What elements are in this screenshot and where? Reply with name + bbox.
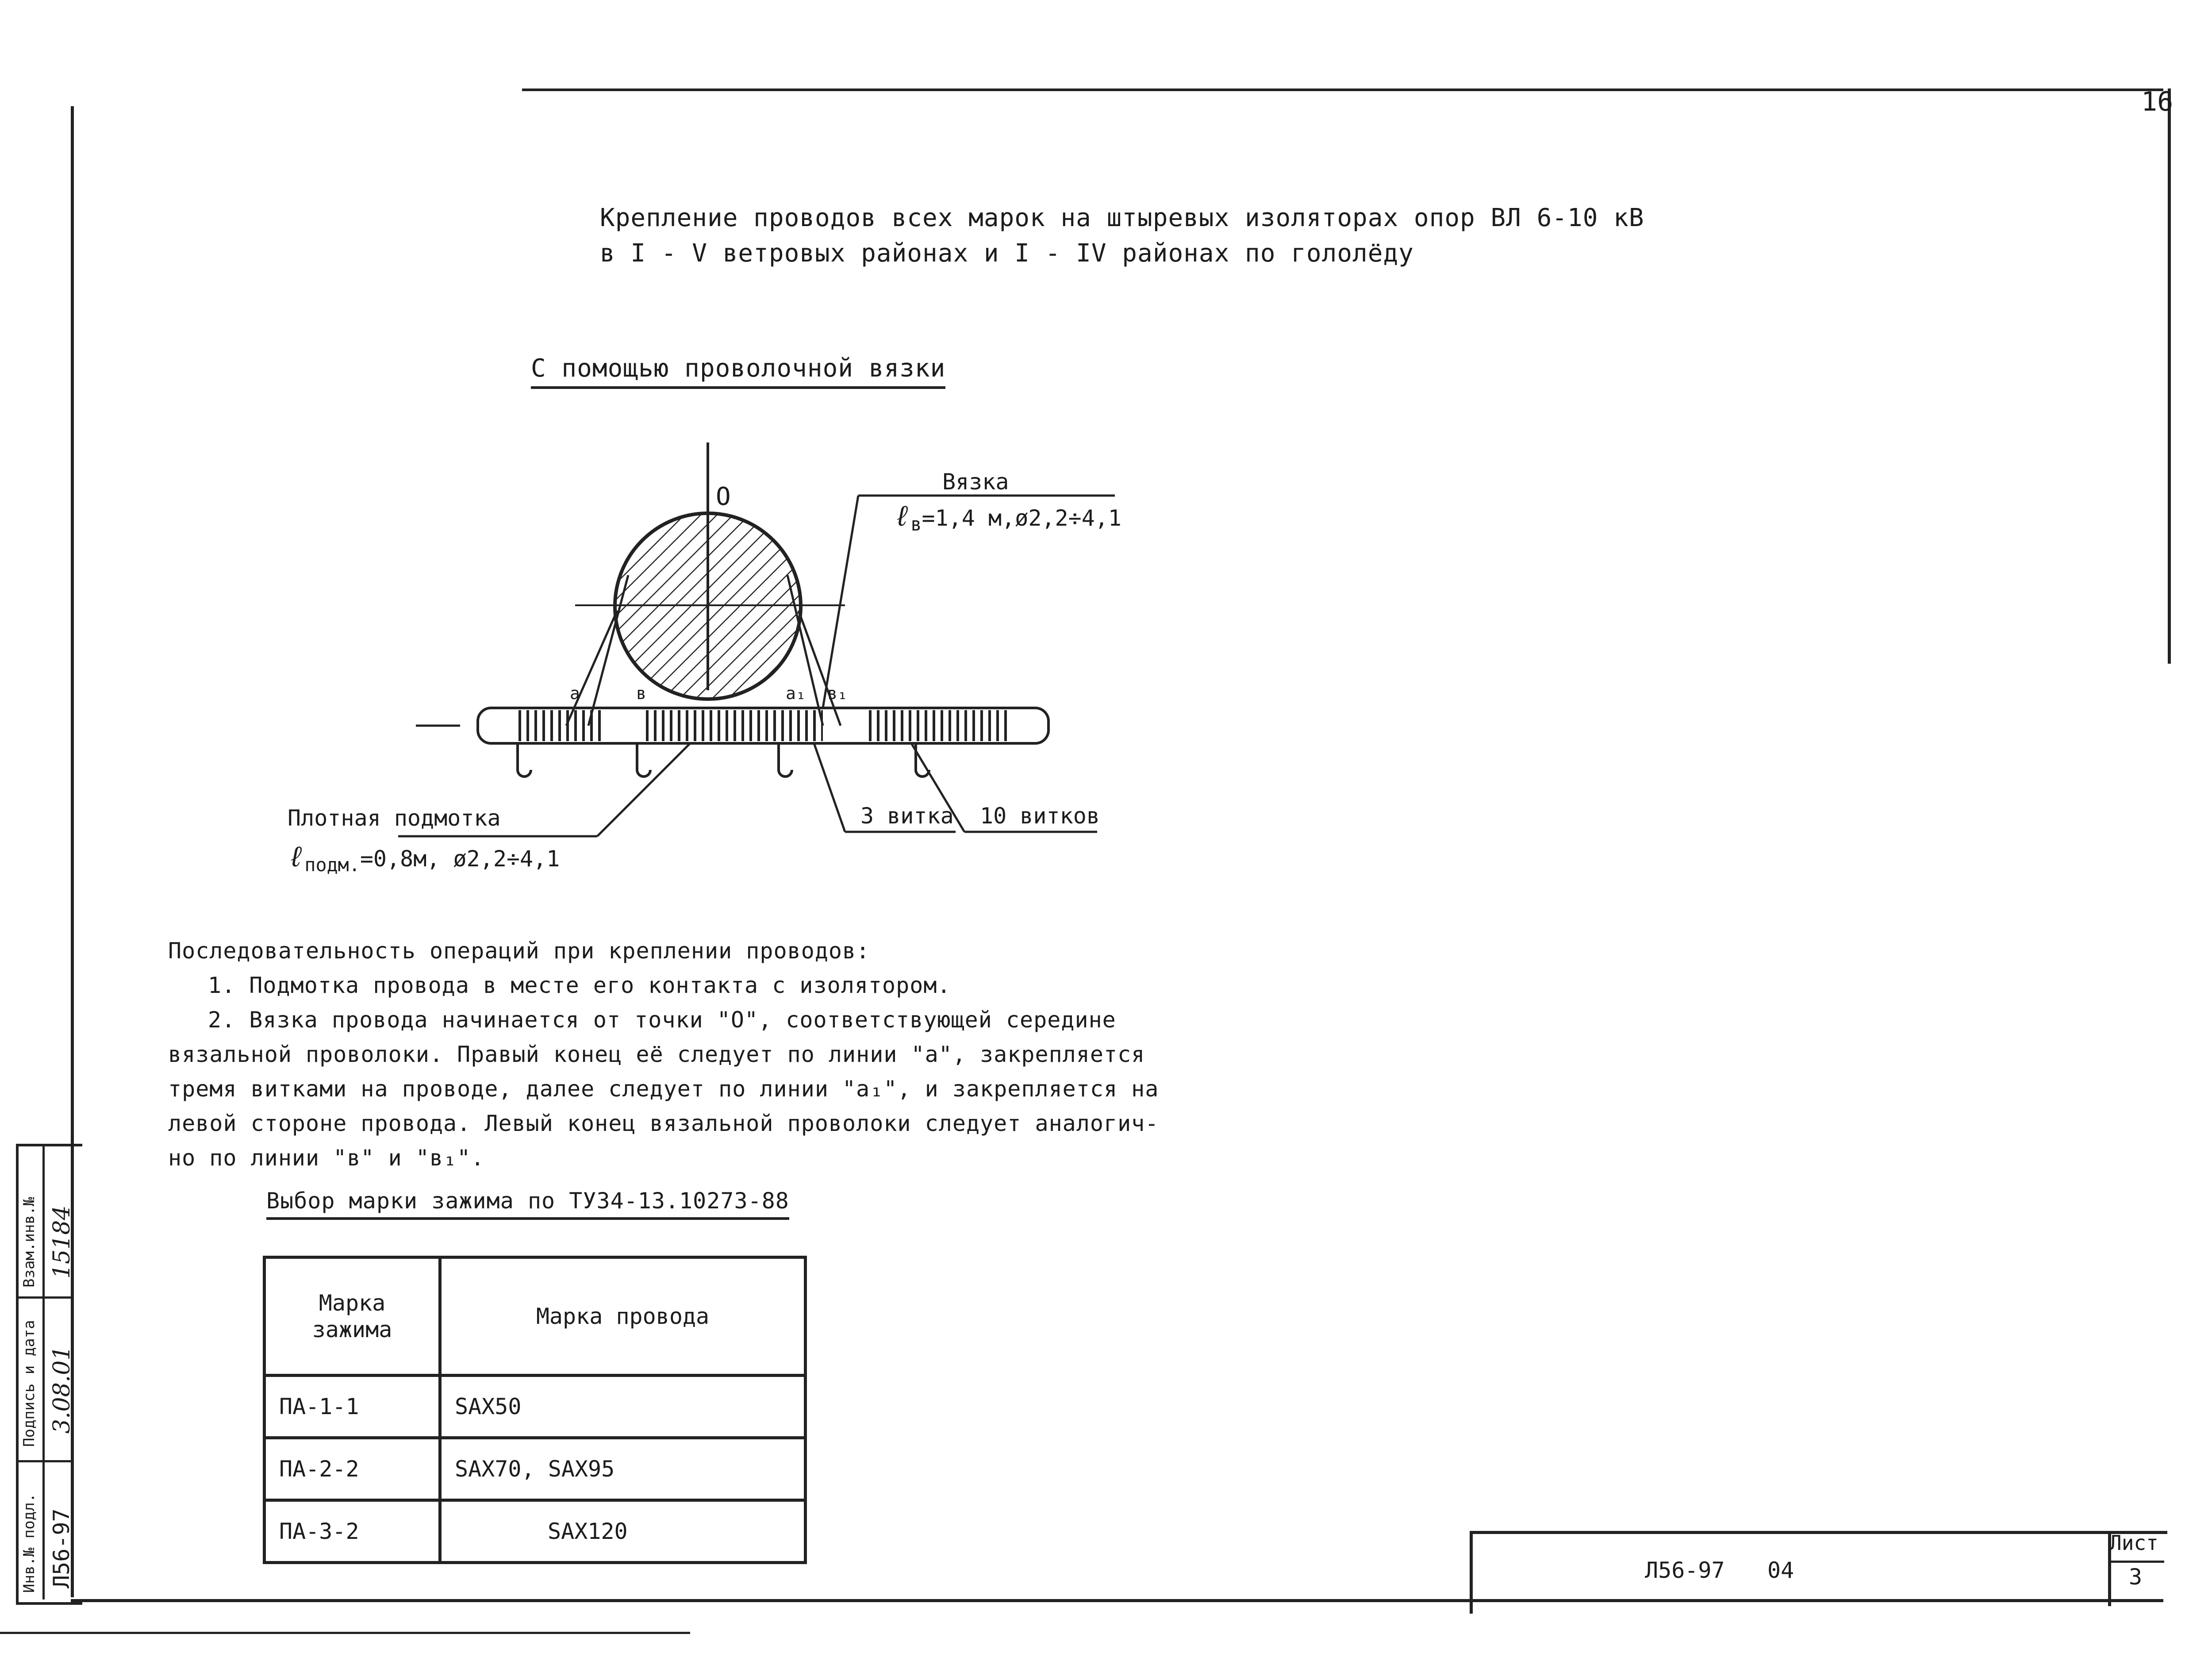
table-caption bbox=[266, 1188, 789, 1220]
side-label-replace-inv: Взам.инв.№ bbox=[20, 1197, 38, 1288]
side-label-sign-date: Подпись и дата bbox=[20, 1320, 38, 1447]
procedure-line-2: 2. Вязка провода начинается от точки "О", соответствующей середине bbox=[208, 1007, 1116, 1033]
side-inv-handwritten: 15184 bbox=[49, 1205, 75, 1279]
label-tie: Вязка bbox=[942, 469, 1009, 495]
procedure-line-5: левой стороне провода. Левый конец вязальной проволоки следует аналогич- bbox=[168, 1111, 1159, 1136]
table-row bbox=[265, 1376, 806, 1438]
table-cell-clamp: ПА-2-2 bbox=[265, 1438, 440, 1500]
clamp-table bbox=[263, 1256, 807, 1564]
page-title-line-1: Крепление проводов всех марок на штыревых изоляторах опор ВЛ 6-10 кВ bbox=[600, 204, 1644, 232]
label-10-turns: 10 витков bbox=[980, 803, 1100, 829]
side-stamp-row-2 bbox=[16, 1460, 73, 1462]
table-cell-clamp: ПА-3-2 bbox=[265, 1500, 440, 1563]
procedure-heading: Последовательность операций при креплении проводов: bbox=[168, 938, 870, 964]
label-3-turns: 3 витка bbox=[860, 803, 954, 829]
procedure-line-1: 1. Подмотка провода в месте его контакта с изолятором. bbox=[208, 973, 951, 998]
wire-cross-section bbox=[615, 513, 801, 699]
stamp-sheet-value: 3 bbox=[2129, 1564, 2143, 1590]
side-stamp-col-divider bbox=[42, 1144, 45, 1599]
procedure-line-3: вязальной проволоки. Правый конец её следует по линии "а", закрепляется bbox=[168, 1042, 1145, 1067]
frame-top-line bbox=[522, 88, 2163, 91]
wrap-formula-sub: подм. bbox=[304, 854, 360, 876]
table-cell-wire: SAX120 bbox=[440, 1500, 806, 1563]
subtitle bbox=[531, 354, 945, 389]
mark-v-left: в bbox=[636, 684, 646, 703]
stamp-sheet-label: Лист bbox=[2109, 1531, 2158, 1555]
wrap-formula-l: ℓ bbox=[288, 841, 305, 873]
wrap-left bbox=[518, 710, 606, 741]
label-tight-wrap: Плотная подмотка bbox=[288, 805, 501, 831]
outer-bottom-line bbox=[0, 1632, 690, 1634]
title-block bbox=[1470, 1531, 2167, 1614]
label-wrap-formula bbox=[288, 841, 560, 876]
wrap-right bbox=[867, 710, 1009, 741]
table-header-clamp-text: Марка зажима bbox=[312, 1290, 392, 1342]
wrap-formula-rest: =0,8м, ø2,2÷4,1 bbox=[360, 846, 560, 872]
side-stamp-row-1 bbox=[16, 1296, 73, 1299]
page-title-line-2: в I - V ветровых районах и I - IV районах по гололёду bbox=[600, 239, 1414, 268]
side-code: Л56-97 bbox=[49, 1508, 74, 1588]
table-header-wire-text: Марка провода bbox=[536, 1303, 710, 1329]
tie-formula-sub: в bbox=[910, 513, 922, 535]
stamp-code: Л56-97 bbox=[1645, 1557, 1725, 1583]
sheet-mark: 16 bbox=[2141, 86, 2174, 117]
procedure-line-6: но по линии "в" и "в₁". bbox=[168, 1145, 485, 1171]
table-cell-clamp: ПА-1-1 bbox=[265, 1376, 440, 1438]
tie-formula-rest: =1,4 м,ø2,2÷4,1 bbox=[922, 505, 1122, 531]
table-row bbox=[265, 1500, 806, 1563]
stamp-number: 04 bbox=[1767, 1557, 1794, 1583]
side-label-inv-sub: Инв.№ подл. bbox=[20, 1493, 38, 1593]
label-tie-formula bbox=[894, 500, 1121, 535]
table-header-row bbox=[265, 1257, 806, 1376]
wrap-center bbox=[646, 710, 823, 741]
label-point-o: O bbox=[716, 482, 731, 511]
table-caption-text: Выбор марки зажима по ТУ34-13.10273-88 bbox=[266, 1188, 789, 1214]
mark-v1: в₁ bbox=[827, 684, 848, 703]
side-date-handwritten: 3.08.01 bbox=[49, 1346, 75, 1434]
tie-formula-l: ℓ bbox=[894, 500, 911, 533]
table-header-clamp bbox=[265, 1257, 440, 1376]
table-cell-wire: SAX50 bbox=[440, 1376, 806, 1438]
frame-right-line bbox=[2168, 88, 2171, 664]
table-cell-wire: SAX70, SAX95 bbox=[440, 1438, 806, 1500]
table-row bbox=[265, 1438, 806, 1500]
title-block-hline bbox=[2108, 1561, 2164, 1563]
subtitle-text: С помощью проволочной вязки bbox=[531, 354, 946, 383]
mark-a1: a₁ bbox=[786, 684, 806, 703]
procedure-line-4: тремя витками на проводе, далее следует по линии "а₁", и закрепляется на bbox=[168, 1076, 1159, 1102]
mark-a-left: a bbox=[570, 684, 580, 703]
table-header-wire bbox=[440, 1257, 806, 1376]
